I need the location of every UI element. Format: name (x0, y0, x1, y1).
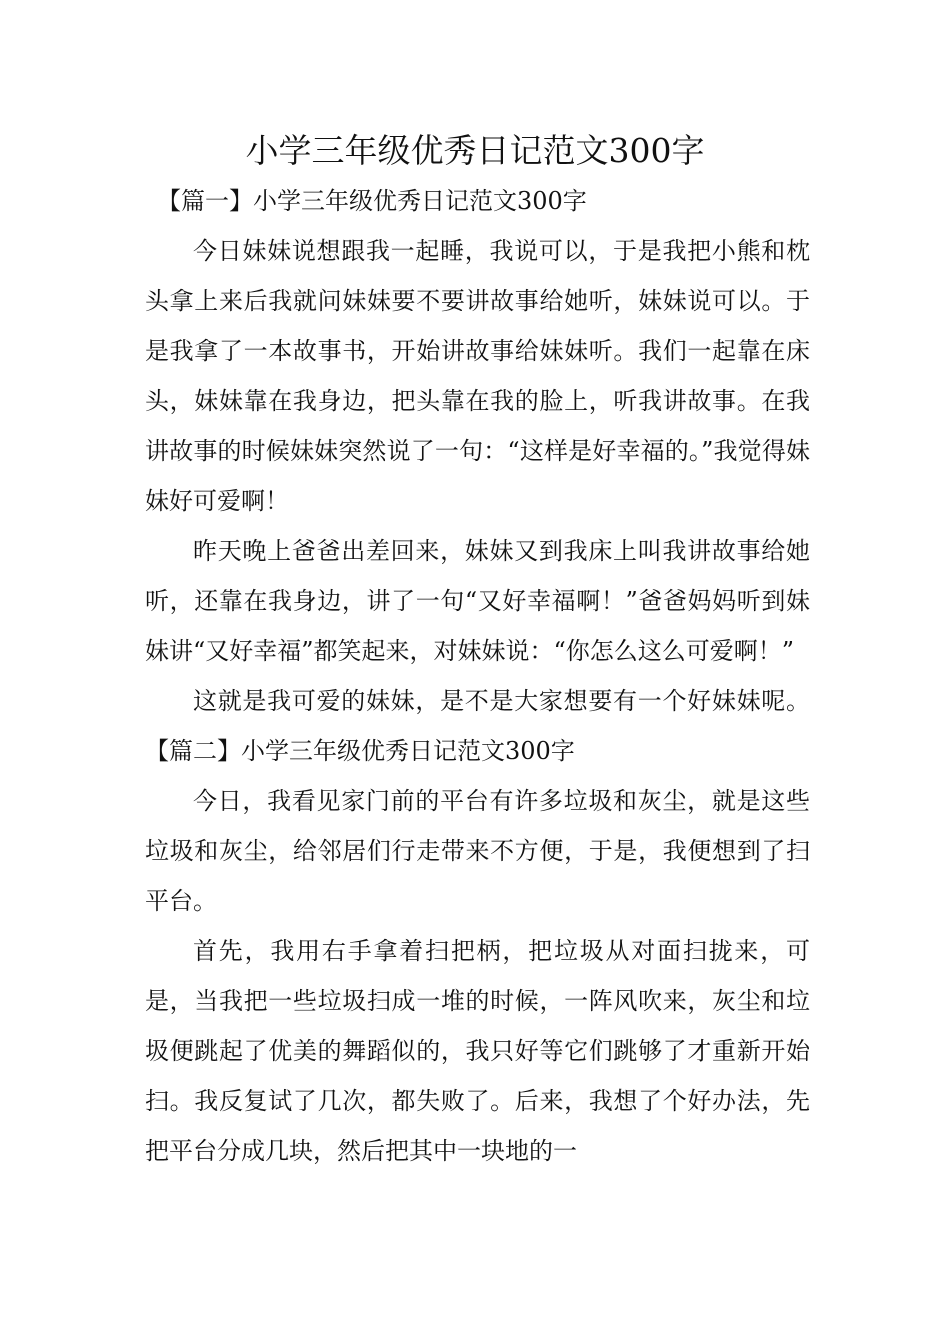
paragraph-4: 今日，我看见家门前的平台有许多垃圾和灰尘，就是这些垃圾和灰尘，给邻居们行走带来不方便，于是，我便想到了扫平台。 (145, 787, 810, 915)
paragraph-2: 昨天晚上爸爸出差回来，妹妹又到我床上叫我讲故事给她听，还靠在我身边，讲了一句“又好幸福啊！”爸爸妈妈听到妹妹讲“又好幸福”都笑起来，对妹妹说：“你怎么这么可爱啊！” (145, 537, 810, 665)
document-body (145, 176, 810, 1176)
paragraph-3: 这就是我可爱的妹妹，是不是大家想要有一个好妹妹呢。【篇二】小学三年级优秀日记范文300字 (145, 687, 810, 765)
document-title: 小学三年级优秀日记范文300字 (245, 131, 705, 170)
paragraph-5: 首先，我用右手拿着扫把柄，把垃圾从对面扫拢来，可是，当我把一些垃圾扫成一堆的时候，一阵风吹来，灰尘和垃圾便跳起了优美的舞蹈似的，我只好等它们跳够了才重新开始扫。我反复试了几次，都失败了。后来，我想了个好办法，先把平台分成几块，然后把其中一块地的一 (145, 937, 810, 1165)
section-heading-1: 【篇一】小学三年级优秀日记范文300字 (157, 187, 587, 215)
paragraph-1: 今日妹妹说想跟我一起睡，我说可以，于是我把小熊和枕头拿上来后我就问妹妹要不要讲故事给她听，妹妹说可以。于是我拿了一本故事书，开始讲故事给妹妹听。我们一起靠在床头，妹妹靠在我身边，把头靠在我的脸上，听我讲故事。在我讲故事的时候妹妹突然说了一句：“这样是好幸福的。”我觉得妹妹好可爱啊！ (145, 237, 810, 515)
